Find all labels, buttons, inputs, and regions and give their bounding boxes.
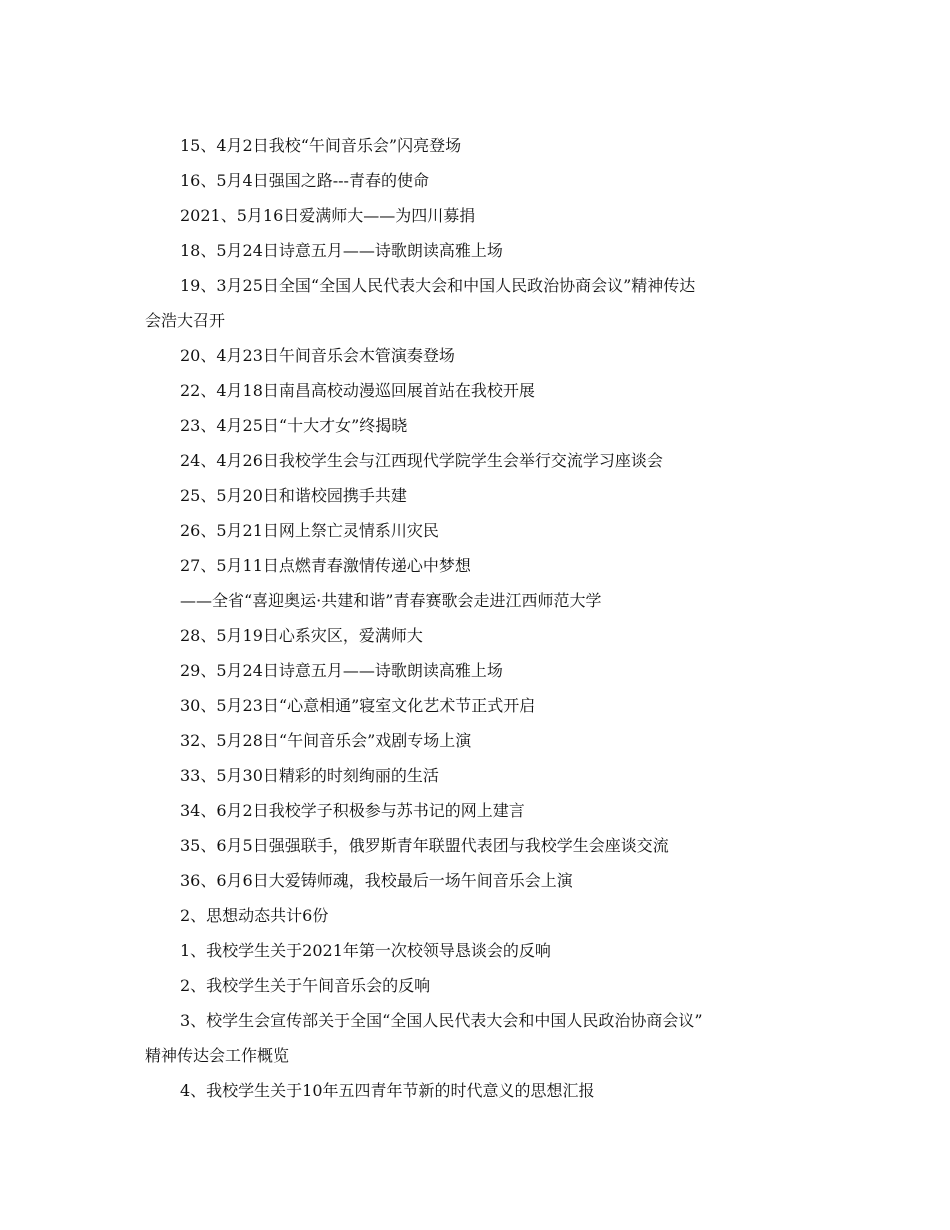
paragraph-line: 22、4月18日南昌高校动漫巡回展首站在我校开展 xyxy=(180,381,535,400)
paragraph-line: 36、6月6日大爱铸师魂，我校最后一场午间音乐会上演 xyxy=(180,871,573,890)
paragraph-line: 27、5月11日点燃青春激情传递心中梦想 xyxy=(180,556,471,575)
paragraph-line: 20、4月23日午间音乐会木管演奏登场 xyxy=(180,346,455,365)
paragraph-line: 23、4月25日“十大才女”终揭晓 xyxy=(180,416,408,435)
paragraph-line: 35、6月5日强强联手，俄罗斯青年联盟代表团与我校学生会座谈交流 xyxy=(180,836,669,855)
paragraph-line: 3、校学生会宣传部关于全国“全国人民代表大会和中国人民政治协商会议” xyxy=(180,1011,703,1030)
paragraph-line: 32、5月28日“午间音乐会”戏剧专场上演 xyxy=(180,731,472,750)
paragraph-line: 19、3月25日全国“全国人民代表大会和中国人民政治协商会议”精神传达 xyxy=(180,276,696,295)
paragraph-line: 26、5月21日网上祭亡灵情系川灾民 xyxy=(180,521,439,540)
paragraph-line-continuation: 精神传达会工作概览 xyxy=(145,1046,290,1065)
paragraph-line: 15、4月2日我校“午间音乐会”闪亮登场 xyxy=(180,136,462,155)
paragraph-line: 24、4月26日我校学生会与江西现代学院学生会举行交流学习座谈会 xyxy=(180,451,663,470)
paragraph-line: 1、我校学生关于2021年第一次校领导恳谈会的反响 xyxy=(180,941,551,960)
paragraph-line: 34、6月2日我校学子积极参与苏书记的网上建言 xyxy=(180,801,525,820)
paragraph-line: 18、5月24日诗意五月——诗歌朗读高雅上场 xyxy=(180,241,503,260)
paragraph-line: 16、5月4日强国之路---青春的使命 xyxy=(180,171,429,190)
paragraph-line: 33、5月30日精彩的时刻绚丽的生活 xyxy=(180,766,439,785)
paragraph-line: 29、5月24日诗意五月——诗歌朗读高雅上场 xyxy=(180,661,503,680)
paragraph-line: ——全省“喜迎奥运·共建和谐”青春赛歌会走进江西师范大学 xyxy=(180,591,602,610)
paragraph-line: 2021、5月16日爱满师大——为四川募捐 xyxy=(180,206,476,225)
paragraph-line: 28、5月19日心系灾区，爱满师大 xyxy=(180,626,423,645)
document-body xyxy=(145,128,815,1108)
paragraph-line-continuation: 会浩大召开 xyxy=(145,311,226,330)
paragraph-line: 2、我校学生关于午间音乐会的反响 xyxy=(180,976,431,995)
paragraph-line: 4、我校学生关于10年五四青年节新的时代意义的思想汇报 xyxy=(180,1081,595,1100)
section-heading: 2、思想动态共计6份 xyxy=(180,906,329,925)
paragraph-line: 25、5月20日和谐校园携手共建 xyxy=(180,486,407,505)
paragraph-line: 30、5月23日“心意相通”寝室文化艺术节正式开启 xyxy=(180,696,536,715)
